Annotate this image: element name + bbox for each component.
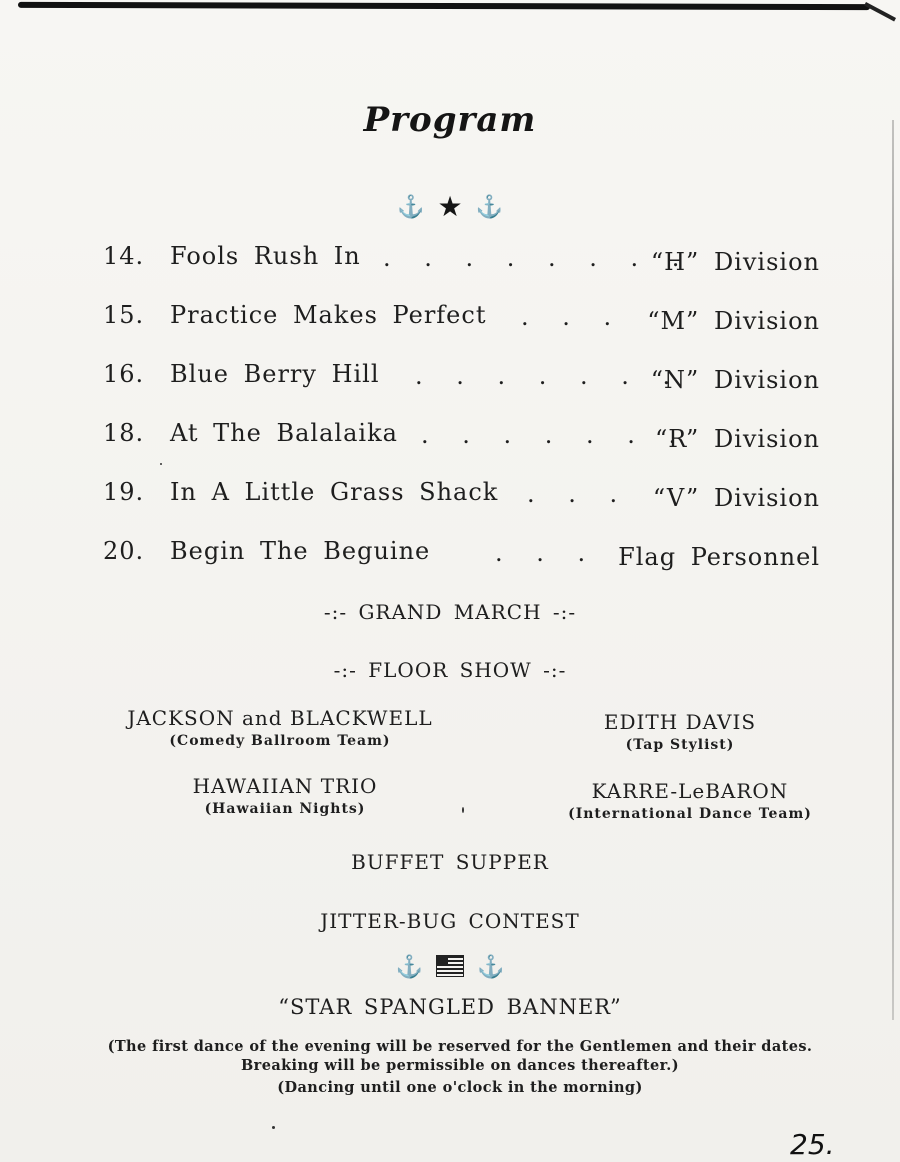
performer: “M” Division (647, 307, 820, 335)
ink-speck (462, 807, 464, 813)
program-row (103, 537, 820, 573)
program-row (103, 242, 820, 278)
leader-dots: . . . . . . . . (383, 244, 693, 272)
anchor-icon: ⚓ (395, 955, 423, 980)
program-number: 14. (103, 242, 145, 270)
act-name: KARRE-LeBARON (591, 779, 789, 803)
top-ornament (0, 190, 900, 223)
song-title: Begin The Beguine (170, 537, 431, 565)
program-row (103, 478, 820, 514)
ink-speck (272, 1126, 275, 1129)
act-name: EDITH DAVIS (603, 710, 757, 734)
top-edge-border (18, 2, 870, 10)
performer: Flag Personnel (618, 543, 820, 571)
program-number: 19. (103, 478, 145, 506)
ink-speck (160, 463, 162, 465)
song-title: Blue Berry Hill (170, 360, 380, 388)
act-entry (100, 706, 460, 749)
grand-march-heading: -:- GRAND MARCH -:- (323, 600, 577, 624)
right-edge-shadow (892, 120, 894, 1020)
program-row (103, 301, 820, 337)
act-name: HAWAIIAN TRIO (192, 774, 378, 798)
anchor-icon: ⚓ (397, 195, 425, 220)
program-row (103, 360, 820, 396)
act-entry (530, 710, 830, 753)
performer: “V” Division (652, 484, 820, 512)
leader-dots: . . . (495, 539, 599, 567)
leader-dots: . . . . . . . (421, 421, 690, 449)
act-description: (Tap Stylist) (625, 737, 735, 753)
leader-dots: . . . . . . . (415, 362, 684, 390)
anthem: “STAR SPANGLED BANNER” (278, 995, 622, 1019)
flag-icon (436, 955, 464, 977)
act-entry (140, 774, 430, 817)
act-name: JACKSON and BLACKWELL (127, 706, 433, 730)
program-number: 18. (103, 419, 145, 447)
leader-dots: . . . (521, 303, 625, 331)
performer: “N” Division (650, 366, 820, 394)
note-line: Breaking will be permissible on dances thereafter.) (241, 1057, 679, 1074)
note-line: (Dancing until one o'clock in the morning) (277, 1079, 643, 1096)
performer: “H” Division (650, 248, 820, 276)
act-entry (535, 779, 845, 822)
anchor-icon: ⚓ (477, 955, 505, 980)
leader-dots: . . . (527, 480, 631, 508)
page-number: 25. (790, 1128, 835, 1161)
bottom-ornament (0, 955, 900, 980)
anchor-icon: ⚓ (475, 195, 503, 220)
jitterbug-contest: JITTER-BUG CONTEST (320, 909, 580, 933)
dance-notes (90, 1037, 830, 1097)
program-number: 15. (103, 301, 145, 329)
song-title: At The Balalaika (170, 419, 398, 447)
act-description: (Hawaiian Nights) (204, 801, 366, 817)
song-title: Fools Rush In (170, 242, 361, 270)
performer: “R” Division (655, 425, 820, 453)
program-number: 16. (103, 360, 145, 388)
star-icon: ★ (437, 190, 463, 223)
program-number: 20. (103, 537, 145, 565)
buffet-supper: BUFFET SUPPER (351, 850, 549, 874)
act-description: (Comedy Ballroom Team) (169, 733, 391, 749)
program-row (103, 419, 820, 455)
song-title: Practice Makes Perfect (170, 301, 487, 329)
page-title: Program (363, 100, 537, 140)
song-title: In A Little Grass Shack (170, 478, 499, 506)
floor-show-heading: -:- FLOOR SHOW -:- (333, 658, 567, 682)
note-line: (The first dance of the evening will be reserved for the Gentlemen and their dates. (107, 1038, 813, 1055)
act-description: (International Dance Team) (568, 806, 812, 822)
